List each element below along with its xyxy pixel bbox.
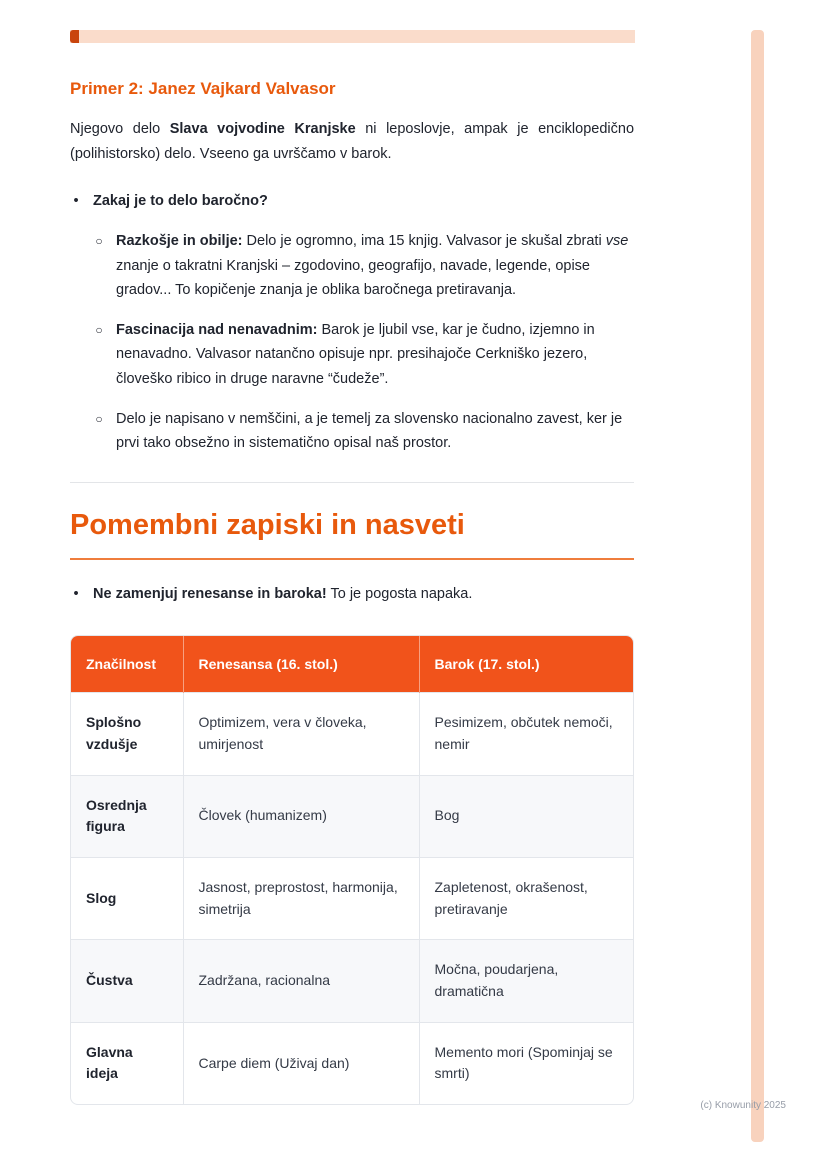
table-cell: Carpe diem (Uživaj dan) — [183, 1022, 419, 1104]
sub-bullet-abundance — [93, 229, 634, 303]
sub1-text-pre: Delo je ogromno, ima 15 knjig. Valvasor je skušal zbrati — [242, 232, 606, 249]
table-cell-feature: Osrednja figura — [71, 775, 183, 857]
sub2-label: Fascinacija nad nenavadnim: — [116, 321, 318, 338]
table-row — [71, 857, 634, 939]
table-header-feature: Značilnost — [71, 636, 183, 693]
page-content — [70, 79, 634, 1105]
hollow-bullet-icon: ○ — [95, 233, 103, 248]
hollow-bullet-icon: ○ — [95, 411, 103, 426]
intro-text-post: ni leposlovje, ampak je enciklopedično (polihistorsko) delo. Vseeno ga uvrščamo v barok. — [70, 121, 635, 163]
sub-bullet-german — [93, 407, 634, 456]
intro-bold-title: Slava vojvodine Kranjske — [169, 121, 356, 138]
sub1-italic-word: vse — [605, 232, 629, 249]
bullet-dot-icon: • — [73, 586, 79, 603]
table-cell: Jasnost, preprostost, harmonija, simetrija — [183, 857, 419, 939]
copyright-watermark: (c) Knowunity 2025 — [700, 1100, 786, 1111]
table-cell: Zadržana, racionalna — [183, 940, 419, 1022]
table-header-row — [71, 636, 634, 693]
table-cell: Optimizem, vera v človeka, umirjenost — [183, 693, 419, 775]
sub1-label: Razkošje in obilje: — [116, 232, 243, 249]
sub-bullet-list — [93, 229, 634, 456]
comparison-table-wrap — [70, 635, 634, 1105]
bullet-why-baroque — [70, 189, 634, 456]
section-heading-valvasor: Primer 2: Janez Vajkard Valvasor — [70, 79, 336, 98]
table-row — [71, 940, 634, 1022]
table-cell-feature: Slog — [71, 857, 183, 939]
table-cell: Močna, poudarjena, dramatična — [419, 940, 634, 1022]
intro-text-pre: Njegovo delo — [70, 121, 170, 138]
table-row — [71, 775, 634, 857]
table-header-renaissance: Renesansa (16. stol.) — [183, 636, 419, 693]
note-text: To je pogosta napaka. — [326, 586, 473, 603]
sub-bullet-fascination — [93, 318, 634, 392]
page-title-notes: Pomembni zapiski in nasveti — [70, 509, 465, 542]
sub2-text: Barok je ljubil vse, kar je čudno, izjemno in nenavadno. Valvasor natančno opisuje npr. presihajoče Cerkniško jezero, človeško ribico in druge naravne “čudeže”. — [116, 321, 595, 388]
sub3-text: Delo je napisano v nemščini, a je temelj za slovensko nacionalno zavest, ker je prvi tako obsežno in sistematično opisal naš prostor. — [116, 410, 623, 452]
sub1-text-post: znanje o takratni Kranjski – zgodovino, geografijo, navade, legende, opise gradov... To kopičenje znanja je oblika baročnega pretiravanja. — [116, 257, 590, 299]
table-cell-feature: Čustva — [71, 940, 183, 1022]
table-cell-feature: Glavna ideja — [71, 1022, 183, 1104]
page-edge-stripe — [751, 30, 764, 1142]
bullet-dot-icon: • — [73, 193, 79, 210]
note-bold: Ne zamenjuj renesanse in baroka! — [93, 586, 327, 603]
bullet-question-label: Zakaj je to delo baročno? — [93, 193, 268, 210]
bullet-note-warning — [70, 582, 634, 607]
table-cell: Zapletenost, okrašenost, pretiravanje — [419, 857, 634, 939]
hollow-bullet-icon: ○ — [95, 322, 103, 337]
intro-paragraph — [70, 117, 634, 167]
title-underline — [70, 558, 634, 560]
comparison-table — [71, 636, 634, 1104]
table-cell: Memento mori (Spominjaj se smrti) — [419, 1022, 634, 1104]
table-cell: Pesimizem, občutek nemoči, nemir — [419, 693, 634, 775]
table-cell-feature: Splošno vzdušje — [71, 693, 183, 775]
table-cell: Bog — [419, 775, 634, 857]
top-highlight-bar-cap — [70, 30, 79, 43]
table-header-baroque: Barok (17. stol.) — [419, 636, 634, 693]
section-divider — [70, 482, 634, 483]
table-row — [71, 693, 634, 775]
top-highlight-bar — [70, 30, 635, 43]
table-cell: Človek (humanizem) — [183, 775, 419, 857]
table-row — [71, 1022, 634, 1104]
